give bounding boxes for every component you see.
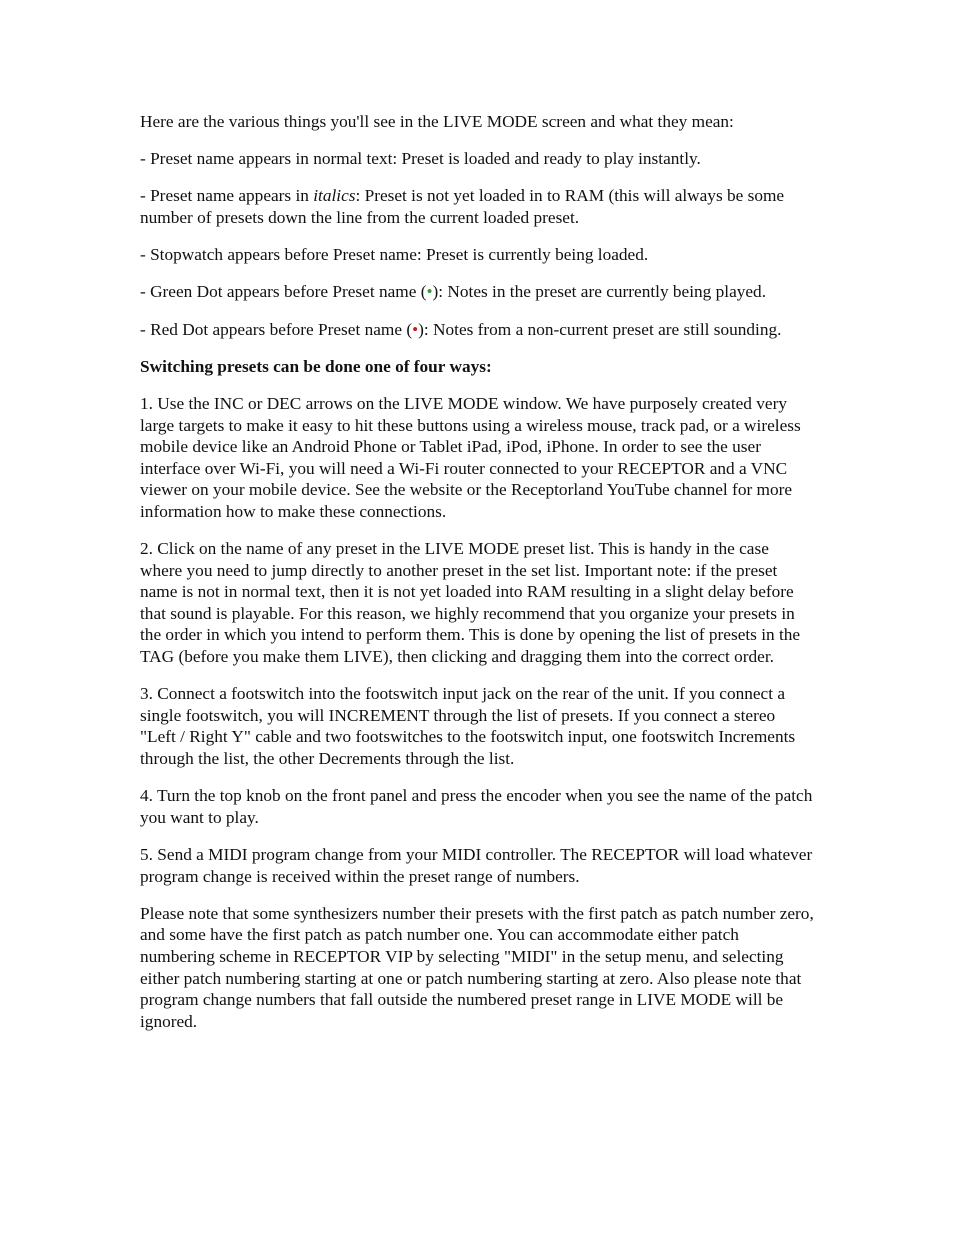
status-italics-text (140, 185, 815, 228)
status-green-suffix: ): Notes in the preset are currently being played. (432, 282, 767, 302)
italics-word: italics (313, 186, 356, 206)
red-dot-icon: • (412, 319, 419, 339)
method-item-3: 3. Connect a footswitch into the footswitch input jack on the rear of the unit. If you connect a single footswitch, you will INCREMENT through the list of presets. If you connect a stereo "Left / Right Y" cable and two footswitches to the footswitch input, one footswitch Increments through the list, the other Decrements through the list. (140, 684, 796, 768)
method-item-5: 5. Send a MIDI program change from your MIDI controller. The RECEPTOR will load whatever program change is received within the preset range of numbers. (140, 844, 813, 886)
document-page (140, 111, 815, 1048)
status-normal-text: - Preset name appears in normal text: Preset is loaded and ready to play instantly. (140, 149, 701, 169)
status-italics-suffix: : Preset is not yet loaded in to RAM (this will always be some number of presets down the line from the current loaded preset. (140, 186, 785, 227)
status-green-dot-text (140, 281, 815, 303)
status-red-prefix: - Red Dot appears before Preset name ( (140, 319, 413, 339)
intro-paragraph: Here are the various things you'll see in the LIVE MODE screen and what they mean: (140, 112, 734, 131)
method-item-1: 1. Use the INC or DEC arrows on the LIVE MODE window. We have purposely created very large targets to make it easy to hit these buttons using a wireless mouse, track pad, or a wireless mobile device like an Android Phone or Tablet iPad, iPod, iPhone. In order to see the user interface over Wi-Fi, you will need a Wi-Fi router connected to your RECEPTOR and a VNC viewer on your mobile device. See the website or the Receptorland YouTube channel for more information how to make these connections. (140, 393, 801, 521)
status-red-suffix: ): Notes from a non-current preset are still sounding. (418, 319, 782, 339)
closing-note: Please note that some synthesizers number their presets with the first patch as patch number zero, and some have the first patch as patch number one. You can accommodate either patch numbering scheme in RECEPTOR VIP by selecting "MIDI" in the setup menu, and selecting either patch numbering starting at one or patch numbering starting at zero. Also please note that program change numbers that fall outside the numbered preset range in LIVE MODE will be ignored. (140, 903, 814, 1031)
switching-heading: Switching presets can be done one of four ways: (140, 356, 492, 376)
status-stopwatch-text: - Stopwatch appears before Preset name: Preset is currently being loaded. (140, 245, 649, 265)
method-item-4: 4. Turn the top knob on the front panel and press the encoder when you see the name of the patch you want to play. (140, 786, 813, 827)
method-item-2: 2. Click on the name of any preset in the LIVE MODE preset list. This is handy in the case where you need to jump directly to another preset in the set list. Important note: if the preset name is not in normal text, then it is not yet loaded into RAM resulting in a slight delay before that sound is playable. For this reason, we highly recommend that you organize your presets in the order in which you intend to perform them. This is done by opening the list of presets in the TAG (before you make them LIVE), then clicking and dragging them into the correct order. (140, 539, 801, 667)
status-italics-prefix: - Preset name appears in (140, 186, 314, 206)
status-green-prefix: - Green Dot appears before Preset name ( (140, 282, 427, 302)
green-dot-icon: • (426, 282, 433, 302)
status-red-dot-text (140, 319, 815, 341)
